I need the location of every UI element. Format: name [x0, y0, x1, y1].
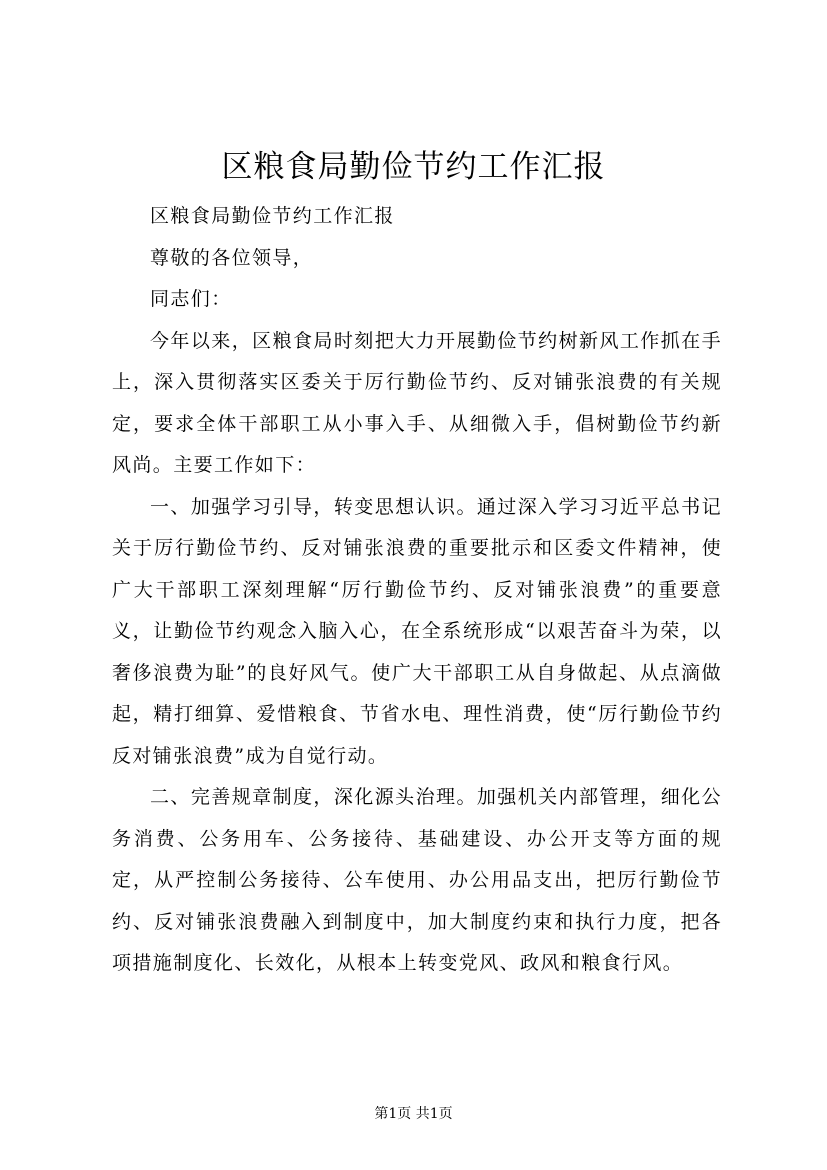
document-body [112, 196, 722, 985]
body-paragraph-section-one: 一、加强学习引导，转变思想认识。通过深入学习习近平总书记关于厉行勤俭节约、反对铺张浪费的重要批示和区委文件精神，使广大干部职工深刻理解“厉行勤俭节约、反对铺张浪费”的重要意义，让勤俭节约观念入脑入心，在全系统形成“以艰苦奋斗为荣，以奢侈浪费为耻”的良好风气。使广大干部职工从自身做起、从点滴做起，精打细算、爱惜粮食、节省水电、理性消费，使“厉行勤俭节约反对铺张浪费”成为自觉行动。 [112, 495, 722, 767]
body-paragraph-heading: 区粮食局勤俭节约工作汇报 [150, 205, 395, 227]
body-paragraph-section-two: 二、完善规章制度，深化源头治理。加强机关内部管理，细化公务消费、公务用车、公务接待、基础建设、办公开支等方面的规定，从严控制公务接待、公车使用、办公用品支出，把厉行勤俭节约、反对铺张浪费融入到制度中，加大制度约束和执行力度，把各项措施制度化、长效化，从根本上转变党风、政风和粮食行风。 [112, 786, 722, 974]
body-paragraph-salutation: 尊敬的各位领导， [150, 246, 314, 269]
page-footer: 第1页 共1页 [374, 1106, 453, 1122]
document-title: 区粮食局勤俭节约工作汇报 [221, 149, 606, 185]
body-paragraph-intro: 今年以来，区粮食局时刻把大力开展勤俭节约树新风工作抓在手上，深入贯彻落实区委关于厉行勤俭节约、反对铺张浪费的有关规定，要求全体干部职工从小事入手、从细微入手，倡树勤俭节约新风尚。主要工作如下： [112, 329, 722, 476]
body-paragraph-greeting: 同志们： [150, 288, 232, 310]
